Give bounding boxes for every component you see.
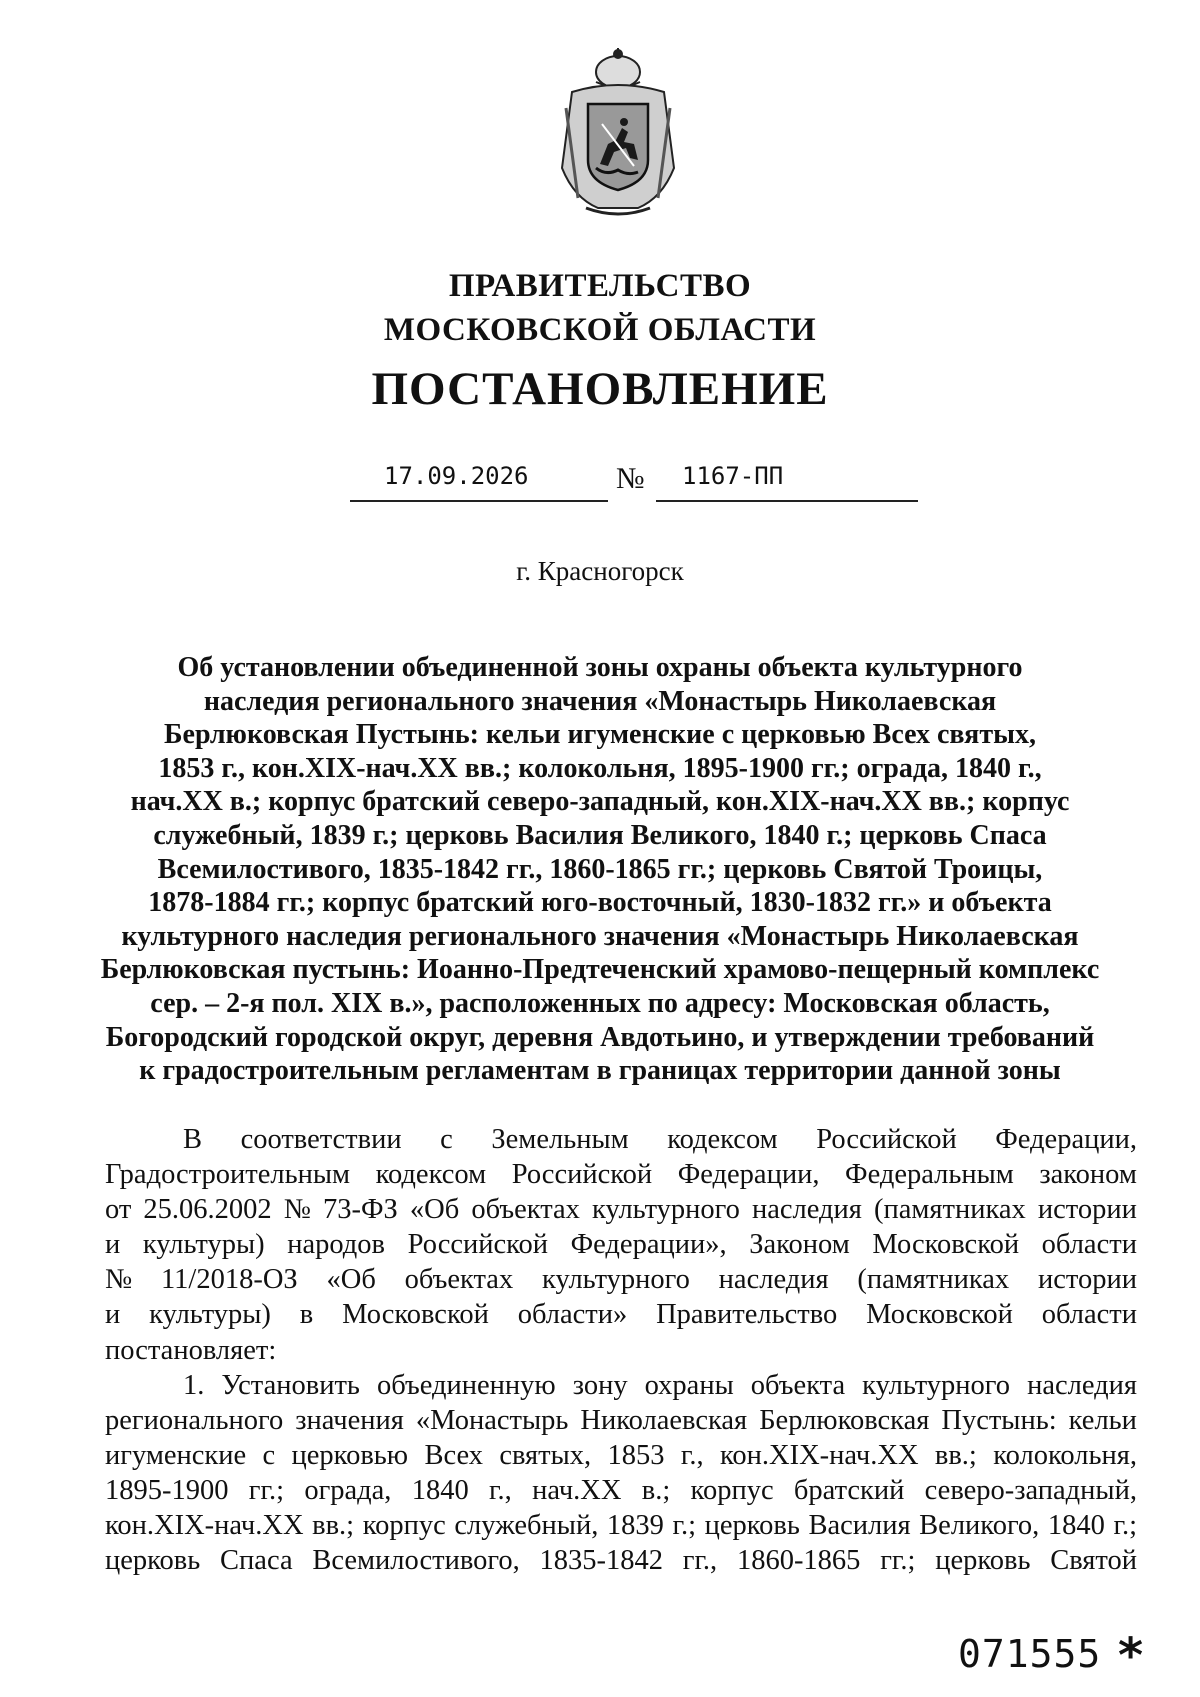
subject-line: служебный, 1839 г.; церковь Василия Великого, 1840 г.; церковь Спаса <box>153 819 1047 851</box>
word: Берлюковская <box>759 1404 930 1436</box>
word: истории <box>1037 1194 1137 1226</box>
word: гг.; <box>248 1474 285 1506</box>
subject-line: 1853 г., кон.XIX-нач.XX вв.; колокольня, 1895-1900 гг.; ограда, 1840 г., <box>158 752 1042 784</box>
word: Московской <box>866 1299 1013 1331</box>
word: Установить <box>221 1369 360 1401</box>
word: северо-западный, <box>924 1474 1137 1506</box>
word: в.; <box>641 1474 671 1506</box>
word: Градостроительным <box>105 1159 351 1191</box>
word: наследия <box>751 1194 862 1226</box>
word: культурного <box>542 1264 690 1296</box>
word: от <box>105 1194 132 1226</box>
word: кодексом <box>375 1159 487 1191</box>
form-serial-number: 071555 <box>958 1632 1102 1676</box>
word: 11/2018-ОЗ <box>160 1264 298 1296</box>
word: Святой <box>1050 1545 1137 1577</box>
subject-line: Берлюковская пустынь: Иоанно-Предтеченский храмово-пещерный комплекс <box>100 954 1100 986</box>
word: с <box>440 1124 453 1155</box>
word: г.; <box>1113 1510 1137 1542</box>
word: 1853 <box>607 1439 665 1471</box>
word: Законом <box>749 1229 850 1261</box>
word: культурного <box>862 1369 1011 1401</box>
word: церковью <box>291 1439 409 1471</box>
word: «Об <box>326 1264 376 1296</box>
date-field <box>350 460 608 502</box>
word: нач.XX <box>532 1474 622 1506</box>
word: объектах <box>471 1194 580 1226</box>
body-line <box>105 1508 1137 1543</box>
document-body <box>105 1122 1137 1578</box>
word: вв.; <box>934 1439 977 1471</box>
word: 1860-1865 <box>736 1545 861 1577</box>
word: Великого, <box>919 1510 1040 1542</box>
word: Федерации, <box>677 1159 820 1191</box>
word: гг.; <box>880 1545 916 1577</box>
body-line <box>105 1438 1137 1473</box>
word: и <box>105 1229 121 1261</box>
subject-line: Богородский городской округ, деревня Авдотьино, и утверждении требований <box>105 1021 1095 1053</box>
word: ограда, <box>304 1474 392 1506</box>
word: объединенную <box>376 1369 556 1401</box>
word: 1840 <box>411 1474 469 1506</box>
body-line <box>105 1122 1137 1157</box>
word: и <box>105 1299 121 1331</box>
word: Николаевская <box>580 1404 748 1436</box>
word: церковь <box>704 1510 800 1542</box>
body-line <box>105 1227 1137 1262</box>
word: г., <box>680 1439 704 1471</box>
word: культуры) <box>149 1299 271 1331</box>
word: культуры) <box>142 1229 265 1261</box>
word: области» <box>517 1299 628 1331</box>
city: г. Красногорск <box>516 556 684 586</box>
word: Федерации, <box>995 1124 1137 1155</box>
word: Московской <box>342 1299 489 1331</box>
organization-line-1: ПРАВИТЕЛЬСТВО <box>448 268 752 304</box>
asterisk-mark: * <box>1118 1628 1144 1684</box>
word: регионального <box>105 1404 284 1436</box>
word: охраны <box>644 1369 734 1401</box>
body-line <box>105 1297 1137 1332</box>
word: наследия <box>718 1264 829 1296</box>
word: г., <box>489 1474 512 1506</box>
subject-line: культурного наследия регионального значения «Монастырь Николаевская <box>121 920 1079 952</box>
word: кон.XIX-нач.XX <box>105 1510 304 1542</box>
word: наследия <box>1027 1369 1137 1401</box>
word: вв.; <box>312 1510 355 1542</box>
word: истории <box>1037 1264 1137 1296</box>
word: колокольня, <box>993 1439 1137 1471</box>
coat-of-arms-icon <box>542 48 694 218</box>
organization-name <box>0 264 1200 352</box>
body-line <box>105 1543 1137 1578</box>
word: 1. <box>183 1369 205 1401</box>
word: Спаса <box>220 1545 293 1577</box>
word: в <box>299 1299 314 1331</box>
document-subject <box>100 651 1100 1088</box>
word: братский <box>793 1474 905 1506</box>
subject-line: Об установлении объединенной зоны охраны объекта культурного <box>177 652 1023 683</box>
word: 73-ФЗ <box>323 1194 398 1226</box>
number-field <box>656 460 918 502</box>
subject-line: к градостроительным регламентам в границах территории данной зоны <box>139 1055 1061 1087</box>
body-line <box>105 1473 1137 1508</box>
word: Василия <box>808 1510 911 1542</box>
word: законом <box>1039 1159 1137 1191</box>
body-line <box>105 1403 1137 1438</box>
word: 1840 <box>1047 1510 1105 1542</box>
word: Российской <box>511 1159 653 1191</box>
document-date: 17.09.2026 <box>384 462 529 490</box>
word: постановляет: <box>105 1334 277 1366</box>
word: (памятниках <box>857 1264 1010 1296</box>
subject-line: 1878-1884 гг.; корпус братский юго-восточный, 1830-1832 гг.» и объекта <box>148 887 1052 919</box>
word: В <box>183 1124 203 1155</box>
word: «Монастырь <box>415 1404 569 1436</box>
word: области <box>1041 1299 1137 1331</box>
document-number: 1167-ПП <box>682 462 784 490</box>
word: Земельным <box>491 1124 629 1155</box>
word: церковь <box>105 1545 201 1577</box>
word: 1895-1900 <box>105 1474 229 1506</box>
word: 1839 <box>606 1510 664 1542</box>
word: кодексом <box>667 1124 778 1155</box>
word: Пустынь: <box>941 1404 1057 1436</box>
word: 25.06.2002 <box>143 1194 272 1226</box>
word: игуменские <box>105 1439 247 1471</box>
word: значения <box>295 1404 404 1436</box>
word: служебный, <box>454 1510 599 1542</box>
word: № <box>283 1194 311 1226</box>
body-line <box>105 1192 1137 1227</box>
word: Московской <box>872 1229 1020 1261</box>
word: области <box>1041 1229 1137 1261</box>
word: корпус <box>362 1510 446 1542</box>
word: объекта <box>750 1369 846 1401</box>
word: Правительство <box>656 1299 838 1331</box>
word: Российской <box>816 1124 957 1155</box>
word: 1835-1842 <box>539 1545 663 1577</box>
word: Всемилостивого, <box>312 1545 520 1577</box>
word: с <box>262 1439 276 1471</box>
word: соответствии <box>240 1124 402 1155</box>
word: Всех <box>424 1439 483 1471</box>
word: Федерации», <box>570 1229 727 1261</box>
document-type: ПОСТАНОВЛЕНИЕ <box>371 363 829 415</box>
word: кон.XIX-нач.XX <box>719 1439 919 1471</box>
body-line <box>105 1333 1137 1368</box>
organization-line-2: МОСКОВСКОЙ ОБЛАСТИ <box>383 312 817 348</box>
word: Федеральным <box>845 1159 1014 1191</box>
word: «Об <box>409 1194 460 1226</box>
word: № <box>105 1264 133 1296</box>
word: зону <box>572 1369 628 1401</box>
number-sign: № <box>616 462 645 495</box>
word: Российской <box>407 1229 549 1261</box>
body-line <box>105 1368 1137 1403</box>
word: гг., <box>682 1545 718 1577</box>
word: церковь <box>935 1545 1031 1577</box>
subject-line: Берлюковская Пустынь: кельи игуменские с церковью Всех святых, <box>164 719 1036 751</box>
word: святых, <box>499 1439 592 1471</box>
word: (памятниках <box>873 1194 1026 1226</box>
subject-line: сер. – 2-я пол. XIX в.», расположенных по адресу: Московская область, <box>150 987 1050 1019</box>
body-line <box>105 1262 1137 1297</box>
word: корпус <box>690 1474 774 1506</box>
subject-line: нач.XX в.; корпус братский северо-западный, кон.XIX-нач.XX вв.; корпус <box>130 786 1070 818</box>
word: кельи <box>1068 1404 1137 1436</box>
subject-line: наследия регионального значения «Монастырь Николаевская <box>203 685 997 717</box>
word: объектах <box>404 1264 514 1296</box>
subject-line: Всемилостивого, 1835-1842 гг., 1860-1865 гг.; церковь Святой Троицы, <box>157 853 1043 885</box>
word: культурного <box>592 1194 740 1226</box>
word: народов <box>287 1229 386 1261</box>
word: г.; <box>672 1510 697 1542</box>
body-line <box>105 1157 1137 1192</box>
